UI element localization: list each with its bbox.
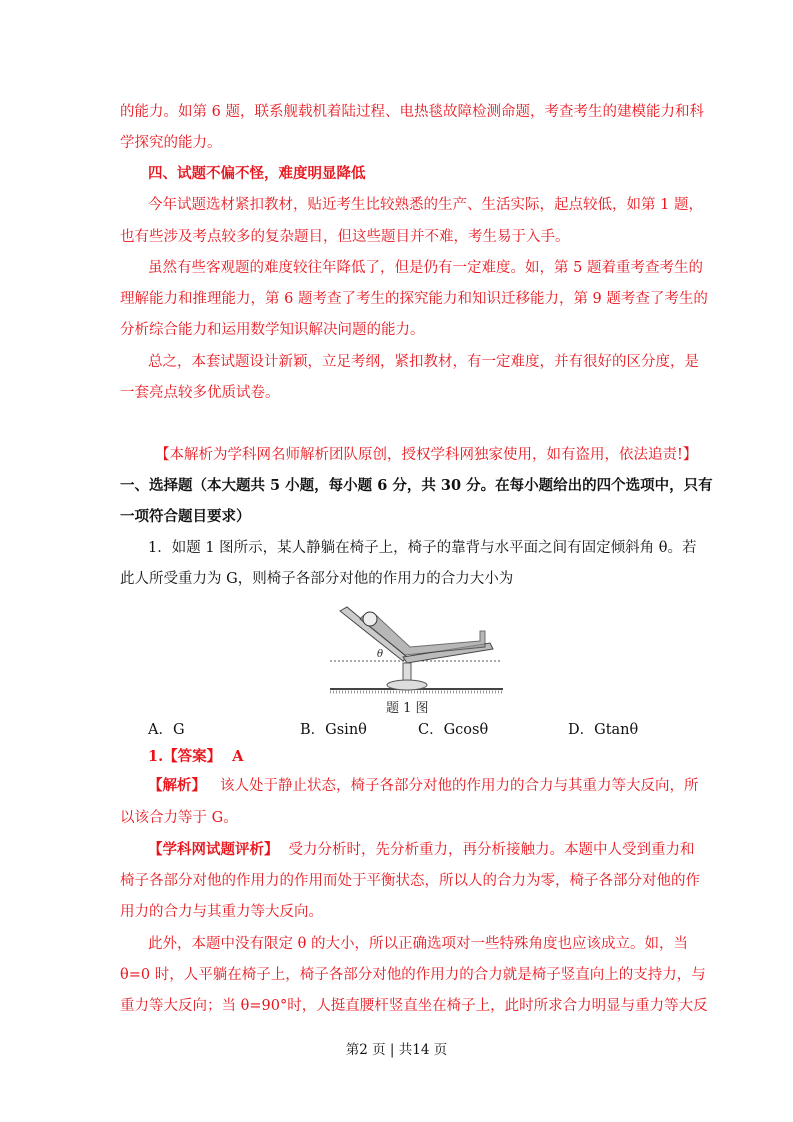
text-line: 分析综合能力和运用数学知识解决问题的能力。 — [120, 322, 425, 338]
extra-text: 重力等大反向；当 θ=90°时，人挺直腰杆竖直坐在椅子上，此时所求合力明显与重力等大反 — [120, 998, 708, 1014]
text-line: 一套亮点较多优质试卷。 — [120, 385, 280, 401]
option-c: C．Gcosθ — [418, 722, 489, 738]
option-b: B．Gsinθ — [300, 722, 367, 738]
text-line: 总之，本套试题设计新颖，立足考纲，紧扣教材，有一定难度，并有很好的区分度，是 — [148, 354, 699, 370]
text-line: 今年试题选材紧扣教材，贴近考生比较熟悉的生产、生活实际，起点较低，如第 1 题， — [148, 197, 703, 213]
option-d: D．Gtanθ — [568, 722, 639, 738]
analysis-label: 【解析】 — [148, 777, 206, 794]
text-line: 的能力。如第 6 题，联系舰载机着陆过程、电热毯故障检测命题，考查考生的建模能力和科 — [120, 104, 704, 120]
review-text: 受力分析时，先分析重力，再分析接触力。本题中人受到重力和 — [288, 842, 695, 858]
analysis-line — [148, 776, 699, 796]
section-title: 一项符合题目要求） — [120, 508, 251, 525]
reclining-chair-figure — [325, 603, 505, 695]
question-stem: 1．如题 1 图所示，某人静躺在椅子上，椅子的靠背与水平面之间有固定倾斜角 θ。若 — [148, 540, 697, 556]
analysis-text: 以该合力等于 G。 — [120, 810, 238, 826]
page-footer: 第2 页 | 共14 页 — [345, 1042, 448, 1058]
text-line: 也有些涉及考点较多的复杂题目，但这些题目并不难，考生易于入手。 — [120, 229, 570, 245]
text-line: 学探究的能力。 — [120, 135, 222, 151]
copyright-notice: 【本解析为学科网名师解析团队原创，授权学科网独家使用，如有盗用，依法追责!】 — [155, 447, 698, 463]
text-line: 理解能力和推理能力，第 6 题考查了考生的探究能力和知识迁移能力，第 9 题考查了考生的 — [120, 291, 708, 307]
review-label: 【学科网试题评析】 — [148, 841, 279, 858]
answer-line — [148, 747, 680, 767]
text-line: 虽然有些客观题的难度较往年降低了，但是仍有一定难度。如，第 5 题着重考查考生的 — [148, 260, 703, 276]
section-heading-4: 四、试题不偏不怪，难度明显降低 — [148, 165, 366, 182]
section-title: 一、选择题（本大题共 5 小题，每小题 6 分，共 30 分。在每小题给出的四个选项中，只有 — [120, 477, 713, 494]
extra-text: 此外，本题中没有限定 θ 的大小，所以正确选项对一些特殊角度也应该成立。如，当 — [148, 936, 688, 952]
answer-value: A — [232, 748, 244, 765]
question-stem: 此人所受重力为 G，则椅子各部分对他的作用力的合力大小为 — [120, 571, 514, 587]
figure-caption: 题 1 图 — [386, 701, 429, 716]
review-text: 用力的合力与其重力等大反向。 — [120, 904, 323, 920]
angle-label: θ — [377, 649, 384, 660]
review-text: 椅子各部分对他的作用力的作用而处于平衡状态，所以人的合力为零，椅子各部分对他的作 — [120, 873, 700, 889]
option-a: A．G — [148, 722, 185, 738]
answer-label: 1.【答案】 — [148, 748, 222, 765]
extra-text: θ=0 时，人平躺在椅子上，椅子各部分对他的作用力的合力就是椅子竖直向上的支持力，与 — [120, 967, 706, 983]
analysis-text: 该人处于静止状态，椅子各部分对他的作用力的合力与其重力等大反向，所 — [220, 778, 699, 794]
review-line — [148, 840, 695, 860]
